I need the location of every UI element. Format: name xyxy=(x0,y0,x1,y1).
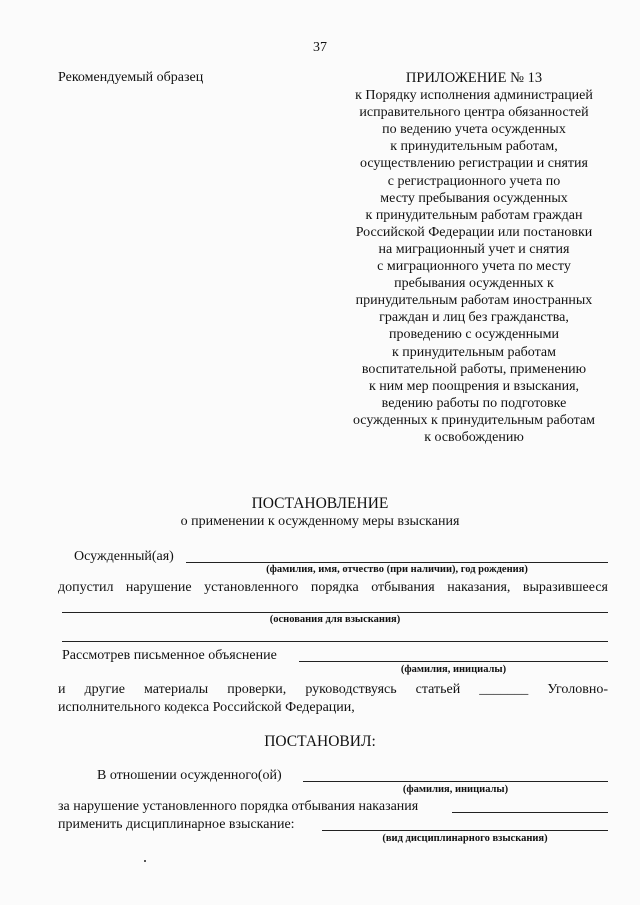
appendix-line: проведению с осужденными xyxy=(389,327,559,343)
regarding-label: В отношении осужденного(ой) xyxy=(97,768,282,783)
appendix-line: осужденных к принудительным работам xyxy=(352,412,596,428)
document-subtitle: о применении к осужденному меры взыскания xyxy=(180,514,460,529)
materials-line-2: исполнительного кодекса Российской Федерации, xyxy=(58,700,355,715)
violation-text: допустил нарушение установленного порядка отбывания наказания, выразившееся xyxy=(58,580,608,595)
appendix-line: граждан и лиц без гражданства, xyxy=(379,310,569,326)
recommended-sample-label: Рекомендуемый образец xyxy=(58,70,204,85)
appendix-block xyxy=(336,70,612,446)
convict-name-hint: (фамилия, имя, отчество (при наличии), год рождения) xyxy=(266,564,528,575)
reviewed-name-field[interactable] xyxy=(299,661,608,662)
grounds-field-continuation[interactable] xyxy=(62,641,608,642)
scan-speck xyxy=(144,860,146,862)
penalty-field[interactable] xyxy=(322,830,608,831)
appendix-line: к Порядку исполнения администрацией xyxy=(355,88,593,104)
appendix-heading: ПРИЛОЖЕНИЕ № 13 xyxy=(405,70,543,86)
appendix-line: осуществлению регистрации и снятия xyxy=(360,156,588,172)
appendix-line: воспитательной работы, применению xyxy=(361,361,587,377)
page-number: 37 xyxy=(313,40,327,55)
grounds-field[interactable] xyxy=(62,612,608,613)
appendix-line: к принудительным работам граждан xyxy=(365,207,583,223)
appendix-line: с регистрационного учета по xyxy=(387,173,561,189)
decided-heading: ПОСТАНОВИЛ: xyxy=(264,733,376,750)
appendix-line: по ведению учета осужденных xyxy=(382,122,566,138)
appendix-line: месту пребывания осужденных xyxy=(380,190,568,206)
appendix-line: исправительного центра обязанностей xyxy=(359,105,589,121)
document-title: ПОСТАНОВЛЕНИЕ xyxy=(251,495,389,512)
grounds-hint: (основания для взыскания) xyxy=(269,614,401,625)
appendix-line: ведению работы по подготовке xyxy=(381,395,567,411)
appendix-line: к принудительным работам xyxy=(392,344,556,360)
penalty-hint: (вид дисциплинарного взыскания) xyxy=(382,833,548,844)
regarding-name-hint: (фамилия, инициалы) xyxy=(402,784,509,795)
reviewed-name-hint: (фамилия, инициалы) xyxy=(400,664,507,675)
apply-label: применить дисциплинарное взыскание: xyxy=(58,817,295,832)
convict-label: Осужденный(ая) xyxy=(74,549,174,564)
appendix-line: к освобождению xyxy=(424,429,524,445)
appendix-line: с миграционного учета по месту xyxy=(377,259,571,275)
appendix-line: пребывания осужденных к xyxy=(394,276,554,292)
appendix-line: на миграционный учет и снятия xyxy=(378,241,570,257)
appendix-line: к ним мер поощрения и взыскания, xyxy=(368,378,580,394)
appendix-line: к принудительным работам, xyxy=(390,139,558,155)
violation-for-label: за нарушение установленного порядка отбывания наказания xyxy=(58,799,419,814)
regarding-name-field[interactable] xyxy=(303,781,608,782)
appendix-line: принудительным работам иностранных xyxy=(355,293,593,309)
appendix-line: Российской Федерации или постановки xyxy=(355,224,593,240)
reviewed-label: Рассмотрев письменное объяснение xyxy=(62,648,277,663)
convict-name-field[interactable] xyxy=(186,562,608,563)
violation-for-field[interactable] xyxy=(452,812,608,813)
materials-line-1: и другие материалы проверки, руководствуясь статьей _______ Уголовно- xyxy=(58,682,608,697)
